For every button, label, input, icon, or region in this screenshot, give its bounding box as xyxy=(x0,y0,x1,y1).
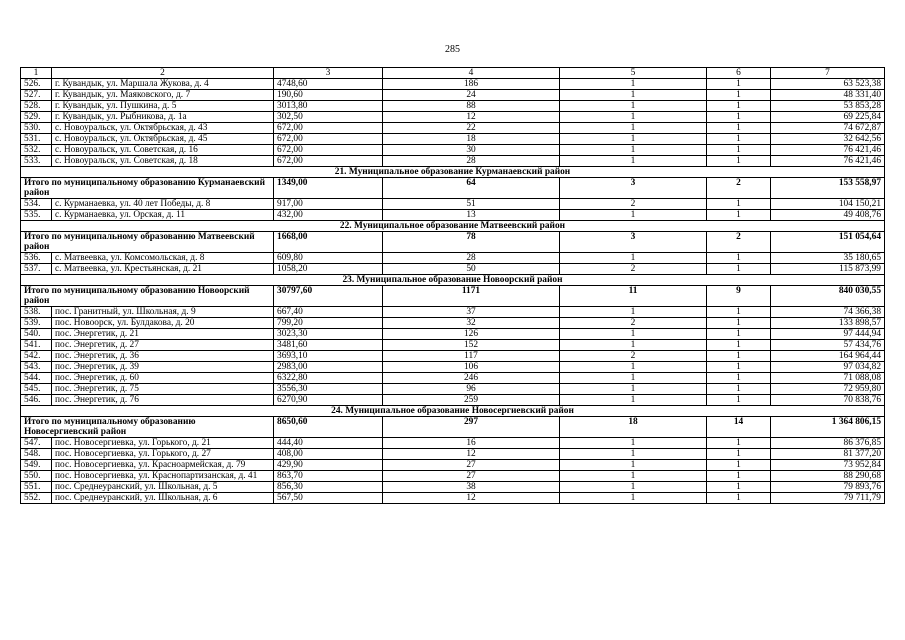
count-cell: 1 xyxy=(707,79,771,90)
address-cell: г. Кувандык, ул. Маяковского, д. 7 xyxy=(52,90,274,101)
area-cell: 4748,60 xyxy=(274,79,383,90)
amount-cell: 97 034,82 xyxy=(771,362,885,373)
quantity-cell: 37 xyxy=(383,307,560,318)
subtotal-label: Итого по муниципальному образованию Матвеевский район xyxy=(21,232,274,253)
table-row xyxy=(21,318,885,329)
amount-cell: 115 873,99 xyxy=(771,264,885,275)
header-cell: 1 xyxy=(21,68,52,79)
area-cell: 667,40 xyxy=(274,307,383,318)
table-row xyxy=(21,156,885,167)
table-row xyxy=(21,449,885,460)
address-cell: с. Новоуральск, ул. Советская, д. 18 xyxy=(52,156,274,167)
count-cell: 1 xyxy=(560,90,707,101)
quantity-cell: 152 xyxy=(383,340,560,351)
header-cell: 5 xyxy=(560,68,707,79)
row-number-cell: 532. xyxy=(21,145,52,156)
address-cell: с. Курманаевка, ул. Орская, д. 11 xyxy=(52,210,274,221)
count-cell: 2 xyxy=(560,351,707,362)
count-cell: 1 xyxy=(560,253,707,264)
area-cell: 856,30 xyxy=(274,482,383,493)
quantity-cell: 88 xyxy=(383,101,560,112)
section-heading-row xyxy=(21,167,885,178)
count-cell: 1 xyxy=(707,340,771,351)
address-cell: с. Новоуральск, ул. Советская, д. 16 xyxy=(52,145,274,156)
address-cell: г. Кувандык, ул. Рыбникова, д. 1а xyxy=(52,112,274,123)
header-cell: 2 xyxy=(52,68,274,79)
table-row xyxy=(21,384,885,395)
table-row xyxy=(21,373,885,384)
table-body xyxy=(21,68,885,504)
row-number-cell: 547. xyxy=(21,438,52,449)
quantity-cell: 246 xyxy=(383,373,560,384)
amount-cell: 63 523,38 xyxy=(771,79,885,90)
table-row xyxy=(21,351,885,362)
amount-cell: 97 444,94 xyxy=(771,329,885,340)
count-cell: 1 xyxy=(560,101,707,112)
row-number-cell: 543. xyxy=(21,362,52,373)
area-cell: 6322,80 xyxy=(274,373,383,384)
address-cell: пос. Энергетик, д. 39 xyxy=(52,362,274,373)
amount-cell: 76 421,46 xyxy=(771,145,885,156)
address-cell: пос. Гранитный, ул. Школьная, д. 9 xyxy=(52,307,274,318)
quantity-cell: 13 xyxy=(383,210,560,221)
table-row xyxy=(21,253,885,264)
quantity-cell: 259 xyxy=(383,395,560,406)
row-number-cell: 538. xyxy=(21,307,52,318)
subtotal-row xyxy=(21,417,885,438)
address-cell: пос. Энергетик, д. 60 xyxy=(52,373,274,384)
row-number-cell: 544. xyxy=(21,373,52,384)
quantity-cell: 126 xyxy=(383,329,560,340)
quantity-cell: 27 xyxy=(383,471,560,482)
count-cell: 1 xyxy=(560,340,707,351)
section-heading-row xyxy=(21,406,885,417)
table-row xyxy=(21,340,885,351)
address-cell: с. Матвеевка, ул. Крестьянская, д. 21 xyxy=(52,264,274,275)
count-cell: 1 xyxy=(560,145,707,156)
count-cell: 2 xyxy=(560,318,707,329)
row-number-cell: 526. xyxy=(21,79,52,90)
area-cell: 672,00 xyxy=(274,156,383,167)
count-cell: 1 xyxy=(707,384,771,395)
table-row xyxy=(21,438,885,449)
row-number-cell: 537. xyxy=(21,264,52,275)
address-cell: пос. Энергетик, д. 21 xyxy=(52,329,274,340)
address-cell: пос. Новосергиевка, ул. Горького, д. 21 xyxy=(52,438,274,449)
section-title: 23. Муниципальное образование Новоорский район xyxy=(21,275,885,286)
count-cell: 2 xyxy=(560,199,707,210)
area-cell: 429,90 xyxy=(274,460,383,471)
table-row xyxy=(21,395,885,406)
count-cell: 1 xyxy=(707,90,771,101)
area-cell: 672,00 xyxy=(274,134,383,145)
quantity-cell: 28 xyxy=(383,156,560,167)
amount-cell: 53 853,28 xyxy=(771,101,885,112)
row-number-cell: 551. xyxy=(21,482,52,493)
column-number-row xyxy=(21,68,885,79)
quantity-cell: 38 xyxy=(383,482,560,493)
count-cell: 1 xyxy=(560,210,707,221)
area-cell: 3481,60 xyxy=(274,340,383,351)
count-cell: 1 xyxy=(707,395,771,406)
address-cell: с. Новоуральск, ул. Октябрьская, д. 43 xyxy=(52,123,274,134)
table-row xyxy=(21,123,885,134)
table-row xyxy=(21,79,885,90)
count-cell: 1 xyxy=(707,210,771,221)
table-row xyxy=(21,90,885,101)
area-cell: 2983,00 xyxy=(274,362,383,373)
address-cell: пос. Энергетик, д. 36 xyxy=(52,351,274,362)
amount-cell: 57 434,76 xyxy=(771,340,885,351)
area-cell: 609,80 xyxy=(274,253,383,264)
quantity-cell: 16 xyxy=(383,438,560,449)
amount-cell: 88 290,68 xyxy=(771,471,885,482)
table-row xyxy=(21,101,885,112)
table-row xyxy=(21,134,885,145)
count-cell: 1 xyxy=(560,482,707,493)
area-cell: 444,40 xyxy=(274,438,383,449)
amount-cell: 70 838,76 xyxy=(771,395,885,406)
amount-cell: 79 893,76 xyxy=(771,482,885,493)
count-cell: 9 xyxy=(707,286,771,307)
address-cell: пос. Новосергиевка, ул. Краснопартизанская, д. 41 xyxy=(52,471,274,482)
row-number-cell: 552. xyxy=(21,493,52,504)
row-number-cell: 529. xyxy=(21,112,52,123)
address-cell: пос. Энергетик, д. 76 xyxy=(52,395,274,406)
area-cell: 3023,30 xyxy=(274,329,383,340)
count-cell: 2 xyxy=(707,178,771,199)
table-row xyxy=(21,199,885,210)
row-number-cell: 533. xyxy=(21,156,52,167)
amount-cell: 74 672,87 xyxy=(771,123,885,134)
row-number-cell: 528. xyxy=(21,101,52,112)
address-cell: пос. Среднеуранский, ул. Школьная, д. 6 xyxy=(52,493,274,504)
area-cell: 1349,00 xyxy=(274,178,383,199)
amount-cell: 104 150,21 xyxy=(771,199,885,210)
row-number-cell: 550. xyxy=(21,471,52,482)
amount-cell: 71 088,08 xyxy=(771,373,885,384)
count-cell: 1 xyxy=(560,395,707,406)
address-cell: с. Матвеевка, ул. Комсомольская, д. 8 xyxy=(52,253,274,264)
amount-cell: 35 180,65 xyxy=(771,253,885,264)
address-cell: пос. Среднеуранский, ул. Школьная, д. 5 xyxy=(52,482,274,493)
quantity-cell: 24 xyxy=(383,90,560,101)
area-cell: 917,00 xyxy=(274,199,383,210)
subtotal-label: Итого по муниципальному образованию Курманаевский район xyxy=(21,178,274,199)
count-cell: 1 xyxy=(560,112,707,123)
area-cell: 863,70 xyxy=(274,471,383,482)
quantity-cell: 78 xyxy=(383,232,560,253)
area-cell: 672,00 xyxy=(274,123,383,134)
row-number-cell: 545. xyxy=(21,384,52,395)
amount-cell: 49 408,76 xyxy=(771,210,885,221)
amount-cell: 79 711,79 xyxy=(771,493,885,504)
count-cell: 1 xyxy=(560,79,707,90)
section-heading-row xyxy=(21,221,885,232)
address-cell: г. Кувандык, ул. Пушкина, д. 5 xyxy=(52,101,274,112)
count-cell: 1 xyxy=(707,351,771,362)
count-cell: 1 xyxy=(707,373,771,384)
area-cell: 302,50 xyxy=(274,112,383,123)
area-cell: 672,00 xyxy=(274,145,383,156)
area-cell: 3013,80 xyxy=(274,101,383,112)
amount-cell: 73 952,84 xyxy=(771,460,885,471)
area-cell: 190,60 xyxy=(274,90,383,101)
amount-cell: 76 421,46 xyxy=(771,156,885,167)
table-row xyxy=(21,210,885,221)
count-cell: 11 xyxy=(560,286,707,307)
section-title: 22. Муниципальное образование Матвеевский район xyxy=(21,221,885,232)
section-title: 24. Муниципальное образование Новосергиевский район xyxy=(21,406,885,417)
count-cell: 1 xyxy=(707,449,771,460)
count-cell: 1 xyxy=(707,460,771,471)
row-number-cell: 542. xyxy=(21,351,52,362)
row-number-cell: 540. xyxy=(21,329,52,340)
table-row xyxy=(21,145,885,156)
subtotal-row xyxy=(21,178,885,199)
subtotal-label: Итого по муниципальному образованию Новосергиевский район xyxy=(21,417,274,438)
quantity-cell: 22 xyxy=(383,123,560,134)
quantity-cell: 18 xyxy=(383,134,560,145)
quantity-cell: 30 xyxy=(383,145,560,156)
quantity-cell: 12 xyxy=(383,112,560,123)
count-cell: 1 xyxy=(707,156,771,167)
subtotal-row xyxy=(21,232,885,253)
area-cell: 6270,90 xyxy=(274,395,383,406)
amount-cell: 86 376,85 xyxy=(771,438,885,449)
address-cell: пос. Новосергиевка, ул. Красноармейская, д. 79 xyxy=(52,460,274,471)
row-number-cell: 535. xyxy=(21,210,52,221)
amount-cell: 164 964,44 xyxy=(771,351,885,362)
row-number-cell: 539. xyxy=(21,318,52,329)
table-row xyxy=(21,493,885,504)
amount-cell: 72 959,80 xyxy=(771,384,885,395)
quantity-cell: 297 xyxy=(383,417,560,438)
quantity-cell: 12 xyxy=(383,449,560,460)
count-cell: 1 xyxy=(707,482,771,493)
quantity-cell: 50 xyxy=(383,264,560,275)
count-cell: 1 xyxy=(560,373,707,384)
header-cell: 7 xyxy=(771,68,885,79)
count-cell: 1 xyxy=(707,101,771,112)
amount-cell: 48 331,40 xyxy=(771,90,885,101)
count-cell: 1 xyxy=(560,329,707,340)
count-cell: 1 xyxy=(560,449,707,460)
count-cell: 1 xyxy=(707,199,771,210)
area-cell: 1058,20 xyxy=(274,264,383,275)
count-cell: 3 xyxy=(560,178,707,199)
amount-cell: 81 377,20 xyxy=(771,449,885,460)
row-number-cell: 536. xyxy=(21,253,52,264)
quantity-cell: 64 xyxy=(383,178,560,199)
count-cell: 1 xyxy=(707,253,771,264)
section-title: 21. Муниципальное образование Курманаевский район xyxy=(21,167,885,178)
count-cell: 3 xyxy=(560,232,707,253)
area-cell: 3693,10 xyxy=(274,351,383,362)
count-cell: 14 xyxy=(707,417,771,438)
quantity-cell: 28 xyxy=(383,253,560,264)
quantity-cell: 96 xyxy=(383,384,560,395)
row-number-cell: 534. xyxy=(21,199,52,210)
count-cell: 1 xyxy=(707,307,771,318)
area-cell: 408,00 xyxy=(274,449,383,460)
address-cell: г. Кувандык, ул. Маршала Жукова, д. 4 xyxy=(52,79,274,90)
address-cell: пос. Новосергиевка, ул. Горького, д. 27 xyxy=(52,449,274,460)
table-row xyxy=(21,112,885,123)
table-row xyxy=(21,471,885,482)
count-cell: 2 xyxy=(707,232,771,253)
count-cell: 1 xyxy=(560,493,707,504)
area-cell: 8650,60 xyxy=(274,417,383,438)
count-cell: 1 xyxy=(707,329,771,340)
table-row xyxy=(21,482,885,493)
section-heading-row xyxy=(21,275,885,286)
quantity-cell: 1171 xyxy=(383,286,560,307)
amount-cell: 69 225,84 xyxy=(771,112,885,123)
amount-cell: 153 558,97 xyxy=(771,178,885,199)
amount-cell: 151 054,64 xyxy=(771,232,885,253)
count-cell: 1 xyxy=(560,156,707,167)
count-cell: 1 xyxy=(707,493,771,504)
count-cell: 1 xyxy=(707,471,771,482)
count-cell: 1 xyxy=(560,471,707,482)
header-cell: 4 xyxy=(383,68,560,79)
table-row xyxy=(21,307,885,318)
amount-cell: 133 898,57 xyxy=(771,318,885,329)
count-cell: 18 xyxy=(560,417,707,438)
count-cell: 1 xyxy=(560,307,707,318)
address-cell: пос. Новоорск, ул. Булдакова, д. 20 xyxy=(52,318,274,329)
table-row xyxy=(21,264,885,275)
header-cell: 6 xyxy=(707,68,771,79)
table-row xyxy=(21,362,885,373)
count-cell: 1 xyxy=(560,134,707,145)
amount-cell: 74 366,38 xyxy=(771,307,885,318)
table-row xyxy=(21,329,885,340)
count-cell: 2 xyxy=(560,264,707,275)
subtotal-label: Итого по муниципальному образованию Новоорский район xyxy=(21,286,274,307)
quantity-cell: 186 xyxy=(383,79,560,90)
count-cell: 1 xyxy=(707,134,771,145)
count-cell: 1 xyxy=(560,438,707,449)
address-cell: пос. Энергетик, д. 27 xyxy=(52,340,274,351)
amount-cell: 840 030,55 xyxy=(771,286,885,307)
subtotal-row xyxy=(21,286,885,307)
address-cell: с. Новоуральск, ул. Октябрьская, д. 45 xyxy=(52,134,274,145)
address-cell: пос. Энергетик, д. 75 xyxy=(52,384,274,395)
count-cell: 1 xyxy=(707,438,771,449)
area-cell: 567,50 xyxy=(274,493,383,504)
count-cell: 1 xyxy=(707,145,771,156)
row-number-cell: 527. xyxy=(21,90,52,101)
count-cell: 1 xyxy=(707,112,771,123)
housing-table xyxy=(20,67,885,504)
row-number-cell: 531. xyxy=(21,134,52,145)
count-cell: 1 xyxy=(560,460,707,471)
count-cell: 1 xyxy=(707,362,771,373)
area-cell: 30797,60 xyxy=(274,286,383,307)
address-cell: с. Курманаевка, ул. 40 лет Победы, д. 8 xyxy=(52,199,274,210)
area-cell: 799,20 xyxy=(274,318,383,329)
count-cell: 1 xyxy=(707,264,771,275)
count-cell: 1 xyxy=(707,123,771,134)
count-cell: 1 xyxy=(707,318,771,329)
page-number: 285 xyxy=(445,44,460,55)
quantity-cell: 32 xyxy=(383,318,560,329)
quantity-cell: 51 xyxy=(383,199,560,210)
row-number-cell: 548. xyxy=(21,449,52,460)
header-cell: 3 xyxy=(274,68,383,79)
row-number-cell: 541. xyxy=(21,340,52,351)
row-number-cell: 549. xyxy=(21,460,52,471)
quantity-cell: 12 xyxy=(383,493,560,504)
quantity-cell: 27 xyxy=(383,460,560,471)
amount-cell: 32 642,56 xyxy=(771,134,885,145)
quantity-cell: 106 xyxy=(383,362,560,373)
row-number-cell: 546. xyxy=(21,395,52,406)
count-cell: 1 xyxy=(560,123,707,134)
count-cell: 1 xyxy=(560,362,707,373)
row-number-cell: 530. xyxy=(21,123,52,134)
quantity-cell: 117 xyxy=(383,351,560,362)
area-cell: 1668,00 xyxy=(274,232,383,253)
area-cell: 3556,30 xyxy=(274,384,383,395)
count-cell: 1 xyxy=(560,384,707,395)
area-cell: 432,00 xyxy=(274,210,383,221)
table-row xyxy=(21,460,885,471)
amount-cell: 1 364 806,15 xyxy=(771,417,885,438)
